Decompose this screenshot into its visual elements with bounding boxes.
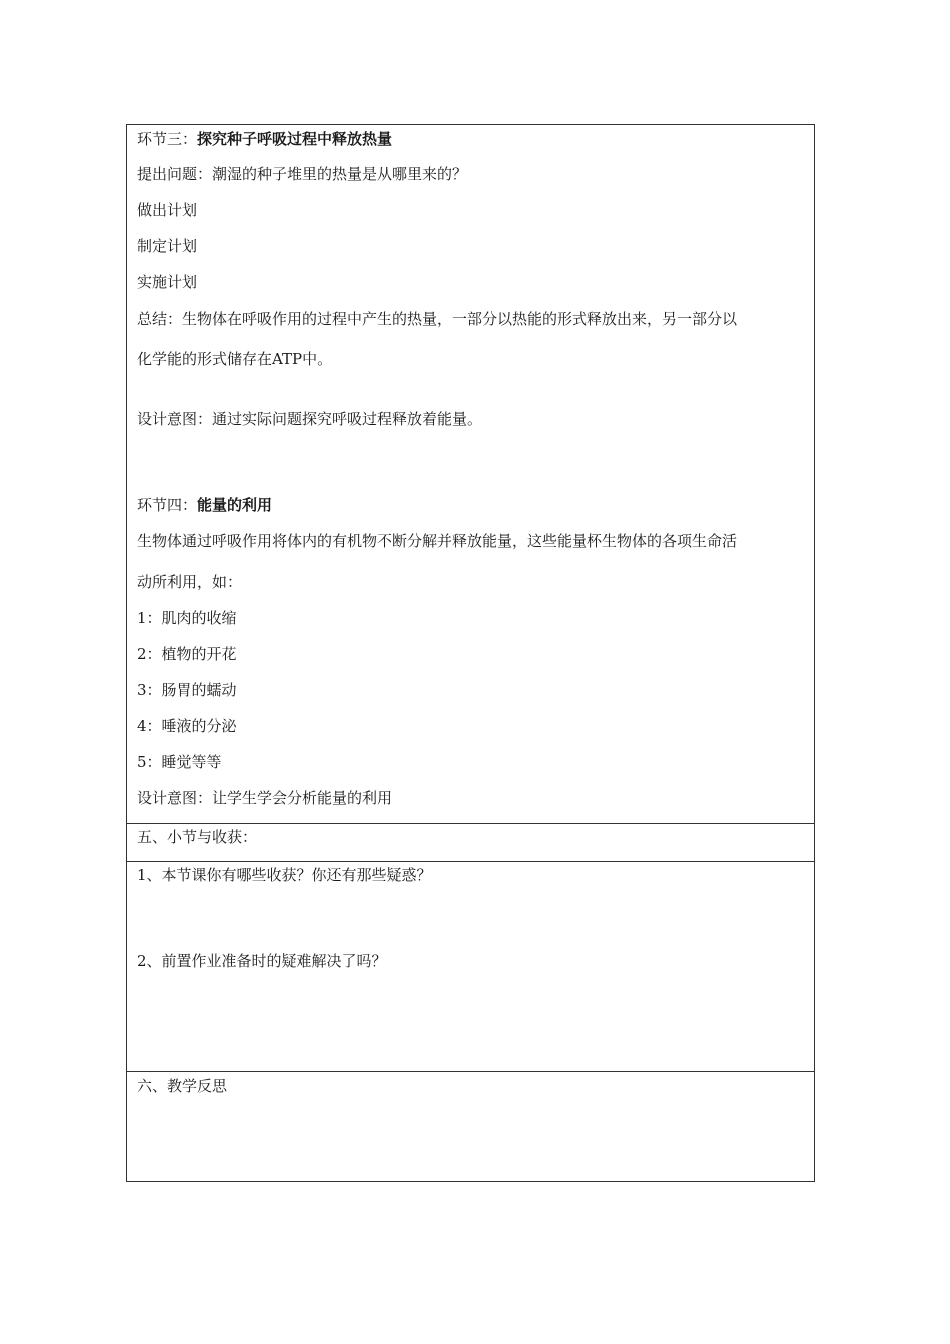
section3-step3: 实施计划 <box>137 273 198 291</box>
reflection-cell <box>127 1071 814 1181</box>
harvest-question-1: 1、本节课你有哪些收获？你还有那些疑惑？ <box>137 866 432 884</box>
section4-item: 1：肌肉的收缩 <box>137 609 237 627</box>
section4-heading-prefix: 环节四： <box>137 496 198 514</box>
harvest-cell <box>127 861 814 1071</box>
section4-item: 5：睡觉等等 <box>137 753 222 771</box>
section3-summary-line2: 化学能的形式储存在ATP中。 <box>137 350 333 368</box>
section3-summary-line1: 总结：生物体在呼吸作用的过程中产生的热量，一部分以热能的形式释放出来，另一部分以 <box>137 310 738 328</box>
section3-step1: 做出计划 <box>137 201 198 219</box>
section4-item: 4：唾液的分泌 <box>137 717 237 735</box>
section3-heading-prefix: 环节三： <box>137 130 198 148</box>
section4-intro-line1: 生物体通过呼吸作用将体内的有机物不断分解并释放能量，这些能量杯生物体的各项生命活 <box>137 532 738 550</box>
activities-cell <box>127 125 814 823</box>
harvest-question-2: 2、前置作业准备时的疑难解决了吗？ <box>137 952 387 970</box>
summary-cell <box>127 823 814 861</box>
section4-item: 2：植物的开花 <box>137 645 237 663</box>
section4-heading-title: 能量的利用 <box>197 496 273 514</box>
section4-intent: 设计意图：让学生学会分析能量的利用 <box>137 789 393 807</box>
section3-intent: 设计意图：通过实际问题探究呼吸过程释放着能量。 <box>137 410 483 428</box>
section3-question: 提出问题：潮湿的种子堆里的热量是从哪里来的？ <box>137 165 468 183</box>
section4-item: 3：肠胃的蠕动 <box>137 681 237 699</box>
section3-heading <box>137 129 392 149</box>
section4-heading <box>137 495 272 515</box>
section3-step2: 制定计划 <box>137 237 198 255</box>
lesson-plan-table <box>126 124 815 1182</box>
section4-intro-line2: 动所利用，如： <box>137 573 243 591</box>
summary-title: 五、小节与收获： <box>137 828 258 846</box>
section3-heading-title: 探究种子呼吸过程中释放热量 <box>197 130 393 148</box>
reflection-title: 六、教学反思 <box>137 1077 228 1095</box>
